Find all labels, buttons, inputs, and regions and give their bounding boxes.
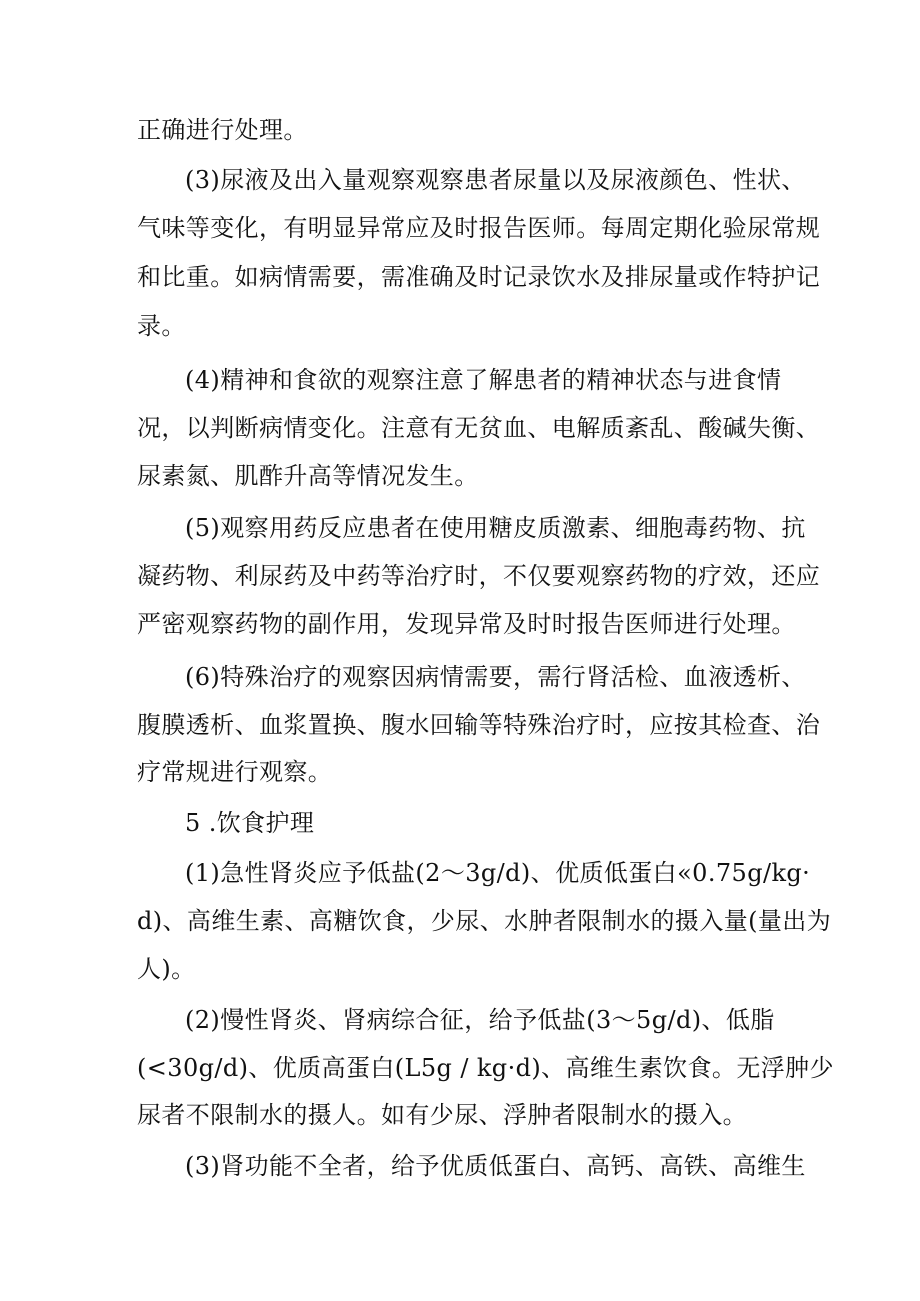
text-line-21: 尿者不限制水的摄人。如有少尿、浮肿者限制水的摄入。 — [137, 1101, 747, 1129]
text-line-17: d)、高维生素、高糖饮食，少尿、水肿者限制水的摄入量(量出为 — [137, 907, 832, 935]
text-line-12: (6)特殊治疗的观察因病情需要，需行肾活检、血液透析、 — [185, 663, 806, 691]
text-line-1: 正确进行处理。 — [137, 116, 308, 144]
text-line-5: 录。 — [137, 312, 186, 340]
text-line-11: 严密观察药物的副作用，发现异常及时时报告医师进行处理。 — [137, 610, 796, 638]
text-line-7: 况，以判断病情变化。注意有无贫血、电解质紊乱、酸碱失衡、 — [137, 414, 821, 442]
text-line-6: (4)精神和食欲的观察注意了解患者的精神状态与进食情 — [185, 366, 782, 394]
text-line-16: (1)急性肾炎应予低盐(2～3g/d)、优质低蛋白«0.75g/kg· — [185, 859, 811, 887]
text-line-10: 凝药物、利尿药及中药等治疗时，不仅要观察药物的疗效，还应 — [137, 562, 821, 590]
text-line-22: (3)肾功能不全者，给予优质低蛋白、高钙、高铁、高维生 — [185, 1152, 806, 1180]
text-line-4: 和比重。如病情需要，需准确及时记录饮水及排尿量或作特护记 — [137, 263, 821, 291]
text-line-3: 气味等变化，有明显异常应及时报告医师。每周定期化验尿常规 — [137, 214, 821, 242]
text-line-14: 疗常规进行观察。 — [137, 758, 333, 786]
text-line-20: (<30g/d)、优质高蛋白(L5g / kg·d)、高维生素饮食。无浮肿少 — [137, 1054, 834, 1082]
section-heading: 5 .饮食护理 — [185, 809, 315, 837]
text-line-13: 腹膜透析、血浆置换、腹水回输等特殊治疗时，应按其检查、治 — [137, 711, 821, 739]
text-line-9: (5)观察用药反应患者在使用糖皮质激素、细胞毒药物、抗 — [185, 514, 806, 542]
text-line-2: (3)尿液及出入量观察观察患者尿量以及尿液颜色、性状、 — [185, 166, 806, 194]
text-line-19: (2)慢性肾炎、肾病综合征，给予低盐(3～5g/d)、低脂 — [185, 1006, 775, 1034]
text-line-18: 人)。 — [137, 955, 196, 983]
text-line-8: 尿素氮、肌酢升高等情况发生。 — [137, 462, 479, 490]
